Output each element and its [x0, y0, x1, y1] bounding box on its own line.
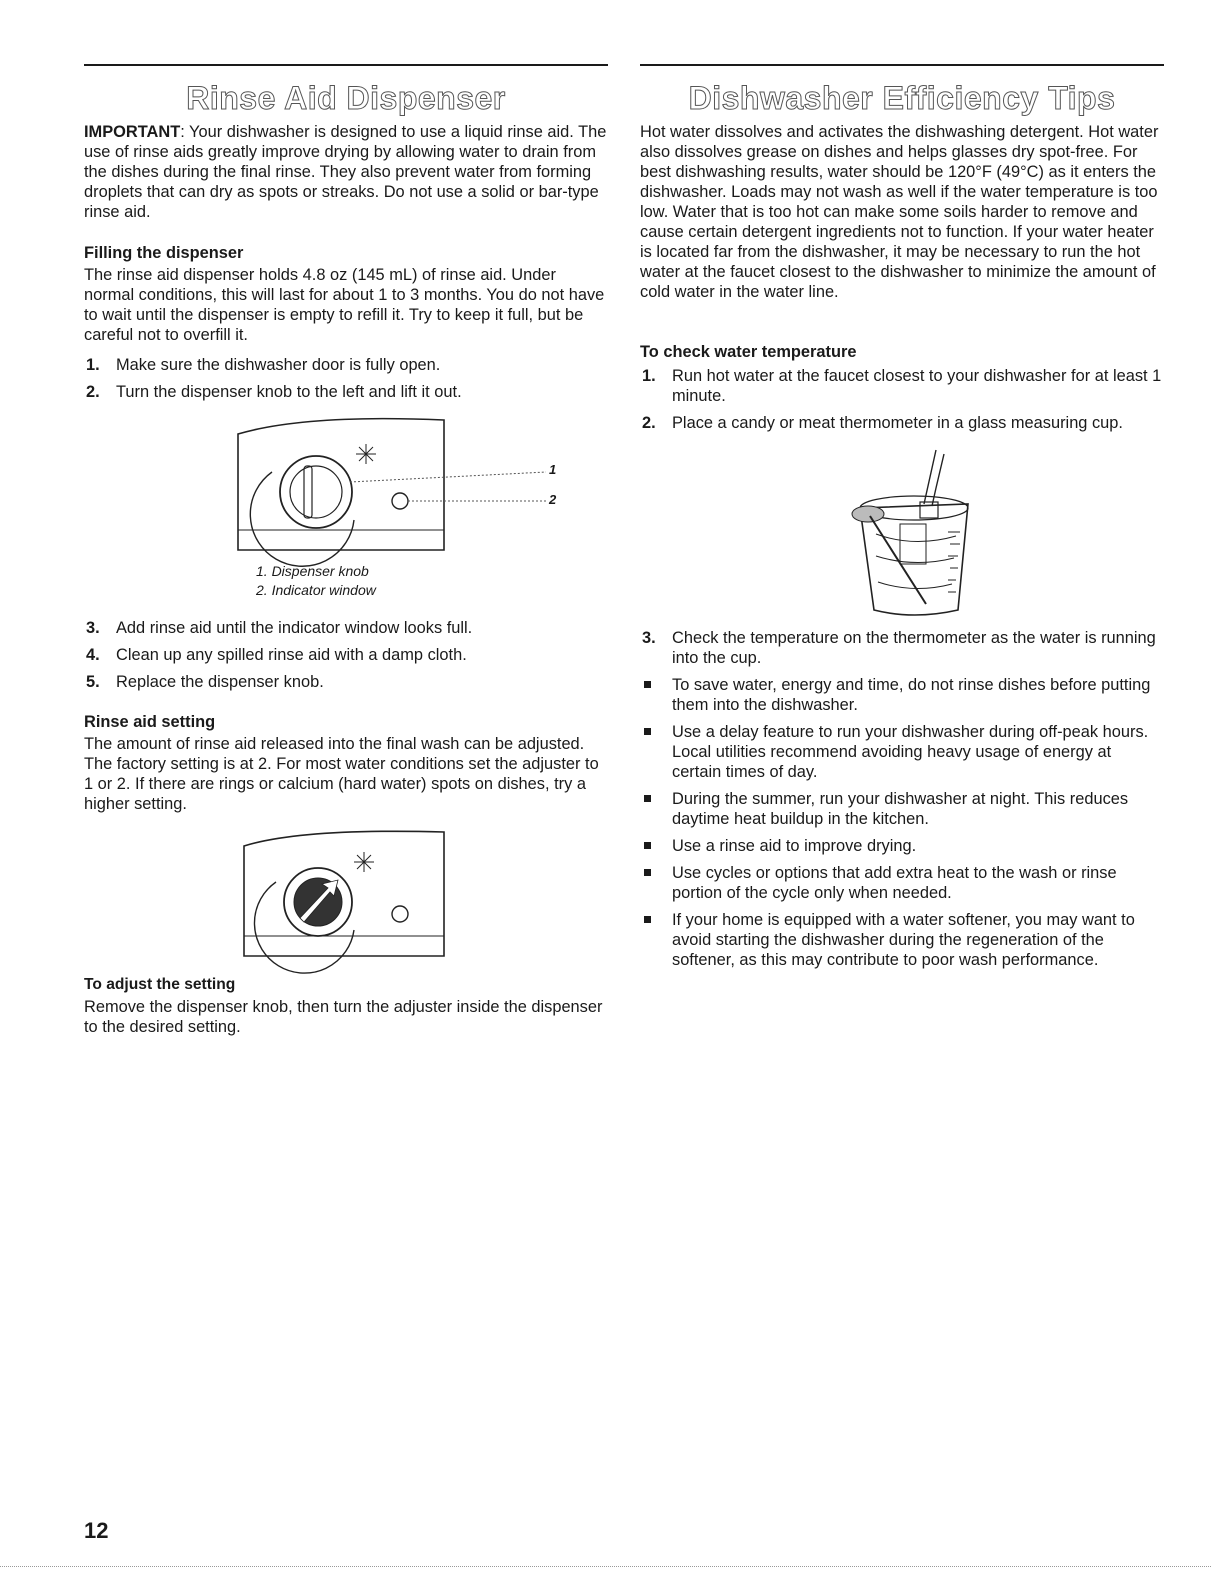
setting-text: The amount of rinse aid released into the final wash can be adjusted. The factory setting is at 2. For most water conditions set the adjuster to 1 or 2. If there are rings or calcium (hard water) spots on dishes, try a higher setting. — [84, 735, 599, 813]
rinse-aid-intro — [84, 122, 608, 222]
filling-section — [84, 243, 608, 409]
list-item: During the summer, run your dishwasher at night. This reduces daytime heat buildup in the kitchen. — [640, 789, 1164, 829]
caption-dispenser-knob: 1. Dispenser knob — [256, 563, 369, 579]
list-item: 1. Make sure the dishwasher door is fully open. — [86, 356, 441, 374]
adjust-setting-section — [84, 975, 608, 1037]
rinse-aid-heading: Rinse Aid Dispenser — [186, 80, 506, 116]
bottom-dotted-edge — [0, 1566, 1211, 1567]
rinse-aid-adjuster-illustration — [242, 826, 462, 960]
thermometer-measuring-cup-illustration — [840, 448, 990, 620]
filling-steps-a — [84, 355, 608, 402]
efficiency-intro — [640, 122, 1164, 302]
list-item: 5. Replace the dispenser knob. — [86, 673, 324, 691]
adjust-text: Remove the dispenser knob, then turn the adjuster inside the dispenser to the desired setting. — [84, 998, 603, 1036]
filling-text: The rinse aid dispenser holds 4.8 oz (145 mL) of rinse aid. Under normal conditions, this will last for about 1 to 3 months. You do not have to wait until the dispenser is empty to refill it. Try to keep it full, but be careful not to overfill it. — [84, 266, 605, 344]
left-top-rule — [84, 64, 608, 66]
list-item: Use cycles or options that add extra heat to the wash or rinse portion of the cycle only when needed. — [640, 863, 1164, 903]
filling-steps-b — [84, 618, 608, 699]
check-temperature-section — [640, 342, 1164, 440]
callout-2: 2 — [549, 492, 557, 507]
filling-title: Filling the dispenser — [84, 244, 244, 262]
list-item: Use a rinse aid to improve drying. — [640, 836, 1164, 856]
page-number: 12 — [84, 1518, 109, 1543]
dispenser-knob-illustration — [236, 412, 556, 562]
list-item: 3. Add rinse aid until the indicator window looks full. — [86, 619, 473, 637]
sparkle-icon — [354, 852, 374, 872]
caption-indicator-window: 2. Indicator window — [256, 582, 376, 598]
list-item: 2. Place a candy or meat thermometer in a glass measuring cup. — [642, 414, 1123, 432]
list-item: If your home is equipped with a water softener, you may want to avoid starting the dishwasher during the regeneration of the softener, as this may contribute to poor wash performance. — [640, 910, 1164, 970]
rinse-aid-setting-section — [84, 712, 608, 814]
important-label: IMPORTANT — [84, 123, 181, 141]
adjust-title: To adjust the setting — [84, 976, 236, 993]
sparkle-icon — [356, 444, 376, 464]
setting-title: Rinse aid setting — [84, 713, 216, 731]
list-item: 2. Turn the dispenser knob to the left and lift it out. — [86, 383, 462, 401]
callout-1: 1 — [549, 462, 557, 477]
list-item: 1. Run hot water at the faucet closest to your dishwasher for at least 1 minute. — [642, 367, 1162, 405]
check-steps-a — [640, 366, 1164, 433]
efficiency-intro-text: Hot water dissolves and activates the dishwashing detergent. Hot water also dissolves grease on dishes and helps glasses dry spot-free. For best dishwashing results, water should be 120°F (49°C) as it enters the dishwasher. Loads may not wash as well if the water temperature is too low. Water that is too hot can make some soils harder to remove and cause certain detergent ingredients not to function. If your water heater is located far from the dishwasher, it may be necessary to run the hot water at the faucet closest to the dishwasher to minimize the amount of cold water in the water line. — [640, 123, 1159, 301]
check-steps-b — [640, 628, 1164, 675]
efficiency-tips-list — [640, 675, 1164, 977]
important-text: : Your dishwasher is designed to use a liquid rinse aid. The use of rinse aids greatly improve drying by allowing water to drain from the dishes during the final rinse. They also prevent water from forming droplets that can dry as spots or streaks. Do not use a solid or bar-type rinse aid. — [84, 123, 607, 221]
illustration-captions — [256, 562, 556, 600]
list-item: Use a delay feature to run your dishwasher during off-peak hours. Local utilities recommend avoiding heavy usage of energy at certain times of day. — [640, 722, 1164, 782]
list-item: To save water, energy and time, do not rinse dishes before putting them into the dishwasher. — [640, 675, 1164, 715]
list-item: 3. Check the temperature on the thermometer as the water is running into the cup. — [642, 629, 1156, 667]
efficiency-tips-heading: Dishwasher Efficiency Tips — [688, 80, 1116, 116]
list-item: 4. Clean up any spilled rinse aid with a damp cloth. — [86, 646, 467, 664]
right-top-rule — [640, 64, 1164, 66]
check-temperature-title: To check water temperature — [640, 343, 857, 361]
